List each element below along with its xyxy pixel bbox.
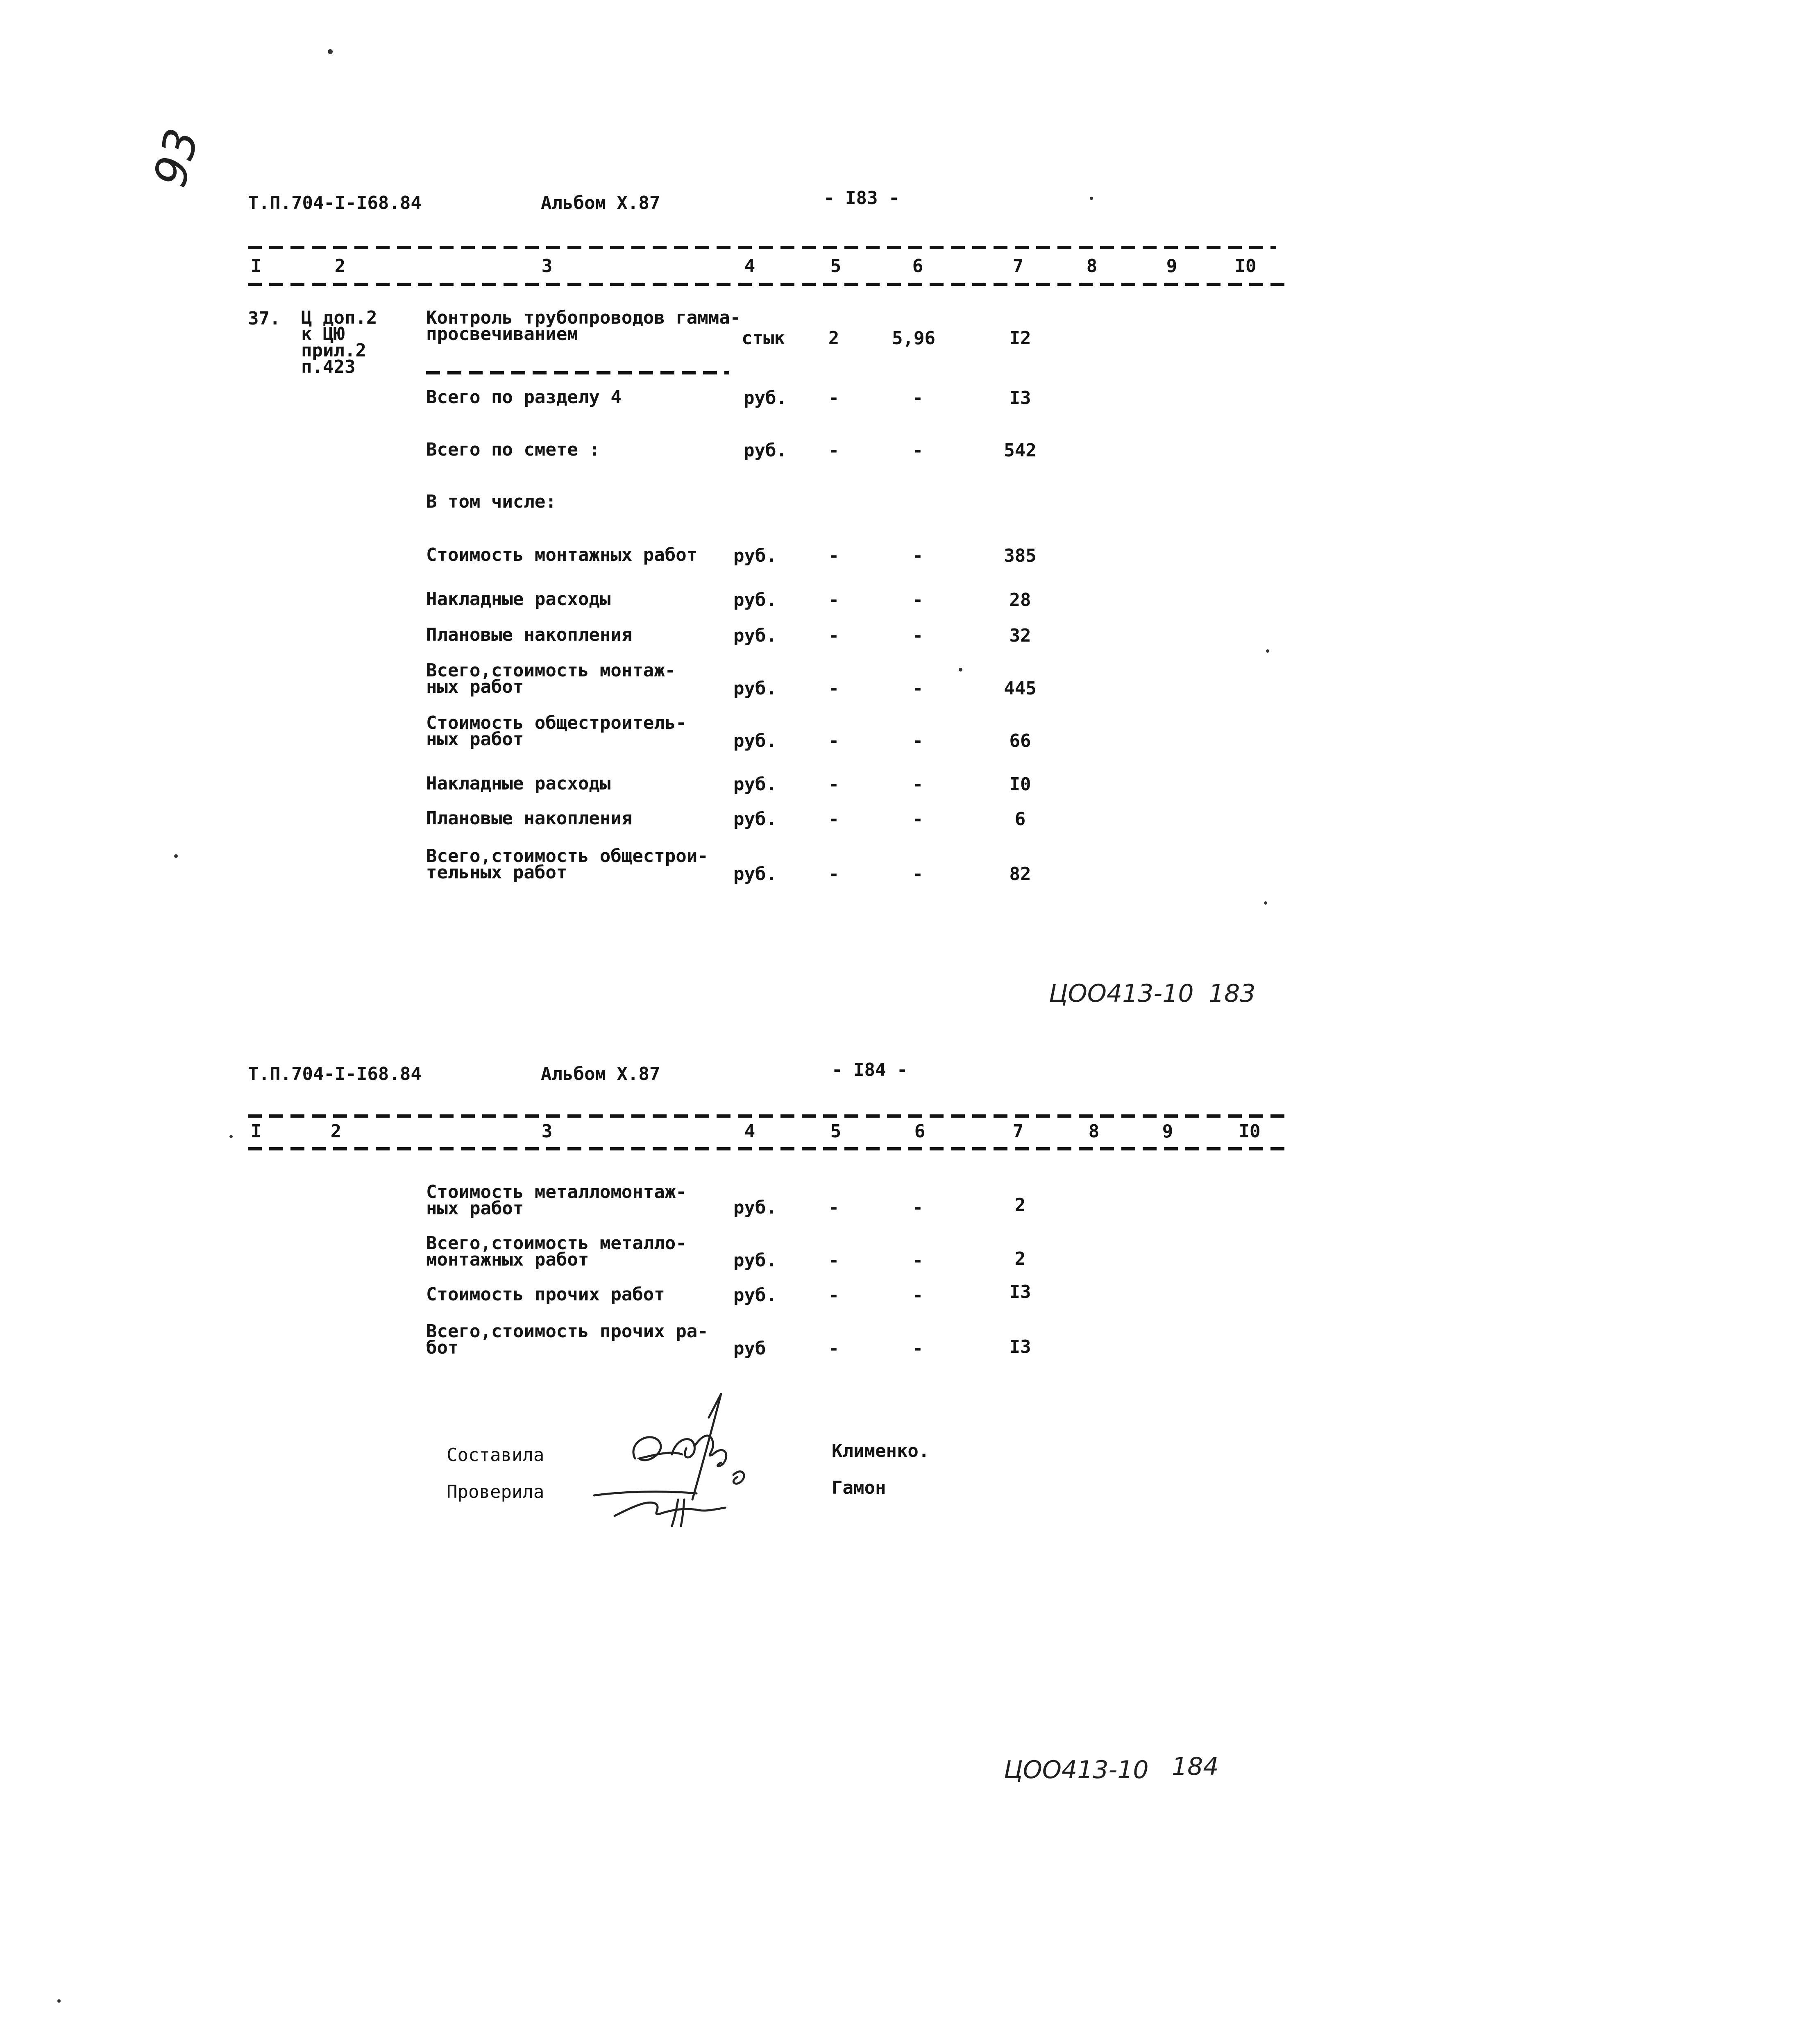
summary-row (0, 712, 1799, 752)
summary-row (0, 439, 1799, 466)
scan-speck (1266, 649, 1269, 653)
col-header-6: 6 (912, 256, 923, 277)
row-unit: руб (733, 1338, 766, 1359)
row-unit: руб. (733, 625, 777, 646)
scan-speck (959, 668, 962, 672)
row-col5: - (828, 1197, 839, 1218)
col-header-1: I (250, 256, 262, 277)
header-rule-top (248, 246, 1276, 249)
column-header-row (0, 1123, 1799, 1143)
row-label: Стоимость металломонтаж- (426, 1182, 687, 1202)
compiled-label: Составила (447, 1445, 544, 1466)
item-reference-line: Ц доп.2 (301, 307, 377, 328)
row-col5: - (828, 774, 839, 795)
row-label: Стоимость монтажных работ (426, 544, 698, 565)
summary-row (0, 810, 1799, 835)
row-label: монтажных работ (426, 1249, 589, 1270)
item-reference-line: п.423 (301, 356, 356, 377)
row-label: бот (426, 1337, 459, 1358)
row-col7: 28 (1009, 590, 1031, 610)
summary-row (0, 1184, 1799, 1221)
item-reference-line: прил.2 (301, 340, 366, 361)
row-unit: руб. (733, 678, 777, 699)
summary-row (0, 1323, 1799, 1360)
col-header-2: 2 (334, 256, 346, 277)
summary-row (0, 491, 1799, 518)
row-col6: - (912, 625, 923, 646)
header-rule-bottom (248, 283, 1284, 286)
row-label: Всего по разделу 4 (426, 387, 622, 408)
col-header-10: I0 (1239, 1121, 1261, 1142)
col-header-8: 8 (1086, 256, 1098, 277)
doc-code: Т.П.704-I-I68.84 (248, 193, 422, 213)
row-label: Стоимость прочих работ (426, 1284, 665, 1305)
summary-row (0, 1282, 1799, 1311)
row-label: тельных работ (426, 862, 567, 883)
row-label: Всего,стоимость металло- (426, 1233, 687, 1254)
col-header-7: 7 (1012, 256, 1024, 277)
row-col6: - (912, 1338, 923, 1359)
item-reference-line: к ЦЮ (301, 324, 345, 345)
summary-row (0, 773, 1799, 800)
header-rule-bottom (248, 1147, 1284, 1150)
row-col7: I0 (1009, 774, 1031, 795)
summary-row (0, 624, 1799, 651)
row-col7: I3 (1009, 1282, 1031, 1302)
item-quantity: 2 (828, 328, 839, 349)
row-col6: - (912, 678, 923, 699)
doc-code: Т.П.704-I-I68.84 (248, 1064, 422, 1084)
row-col7: 2 (1014, 1195, 1026, 1216)
row-label: ных работ (426, 1198, 524, 1219)
row-col6: - (912, 774, 923, 795)
archive-page-number: 183 (1209, 979, 1256, 1008)
row-label: Накладные расходы (426, 773, 611, 794)
col-header-9: 9 (1166, 256, 1177, 277)
item-description-line: просвечиванием (426, 324, 578, 345)
row-col5: - (828, 590, 839, 610)
row-unit: руб. (733, 809, 777, 830)
row-unit: руб. (744, 388, 787, 408)
row-unit: руб. (733, 545, 777, 566)
row-col6: - (912, 809, 923, 830)
row-unit: руб. (744, 440, 787, 461)
col-header-5: 5 (830, 256, 842, 277)
row-unit: руб. (733, 730, 777, 751)
row-col5: - (828, 730, 839, 751)
checked-label: Проверила (447, 1481, 544, 1502)
row-col5: - (828, 678, 839, 699)
col-header-7: 7 (1012, 1121, 1024, 1142)
row-col5: - (828, 388, 839, 408)
item-description-line: Контроль трубопроводов гамма- (426, 307, 741, 328)
row-unit: руб. (733, 774, 777, 795)
row-unit: руб. (733, 1250, 777, 1271)
row-col6: - (912, 864, 923, 885)
row-col6: - (912, 1285, 923, 1306)
row-label: Стоимость общестроитель- (426, 712, 687, 733)
row-unit: руб. (733, 590, 777, 610)
row-col7: 385 (1004, 545, 1037, 566)
row-label: Всего,стоимость монтаж- (426, 660, 676, 681)
col-header-4: 4 (744, 256, 755, 277)
compiled-name: Клименко. (832, 1441, 930, 1461)
row-col7: 6 (1014, 809, 1026, 830)
row-col5: - (828, 440, 839, 461)
row-col7: 82 (1009, 864, 1031, 885)
row-col7: 542 (1004, 440, 1037, 461)
row-col7: 32 (1009, 625, 1031, 646)
summary-row (0, 1235, 1799, 1272)
row-col6: - (912, 440, 923, 461)
row-col6: - (912, 545, 923, 566)
row-label: Накладные расходы (426, 589, 611, 610)
col-header-8: 8 (1088, 1121, 1100, 1142)
row-unit: руб. (733, 1285, 777, 1306)
section-separator (426, 371, 729, 374)
row-unit: руб. (733, 1197, 777, 1218)
row-label: Всего,стоимость общестрои- (426, 846, 708, 867)
col-header-9: 9 (1162, 1121, 1173, 1142)
row-col6: - (912, 1250, 923, 1271)
row-col7: 2 (1014, 1248, 1026, 1269)
row-label: Плановые накопления (426, 808, 633, 829)
row-unit: руб. (733, 864, 777, 885)
archive-stamp: ЦОО413-10 (1049, 979, 1194, 1008)
row-label: В том числе: (426, 491, 556, 512)
row-col5: - (828, 1250, 839, 1271)
row-col5: - (828, 545, 839, 566)
header-rule-top (248, 1114, 1284, 1118)
col-header-3: 3 (541, 1121, 553, 1142)
summary-row (0, 848, 1799, 885)
checked-name: Гамон (832, 1477, 886, 1498)
scan-speck (1264, 901, 1267, 905)
item-number: 37. (248, 308, 281, 329)
album-label: Альбом X.87 (541, 1064, 660, 1084)
item-total: I2 (1009, 328, 1031, 349)
row-col5: - (828, 809, 839, 830)
page-number: - I84 - (832, 1059, 908, 1080)
col-header-10: I0 (1234, 256, 1257, 277)
col-header-3: 3 (541, 256, 553, 277)
scan-speck (57, 1999, 61, 2003)
summary-row (0, 544, 1799, 572)
row-label: Всего по смете : (426, 439, 600, 460)
scan-speck (229, 1135, 233, 1138)
row-col7: I3 (1009, 1336, 1031, 1357)
handwritten-signature (590, 1393, 762, 1528)
row-label: ных работ (426, 729, 524, 750)
scan-speck (174, 854, 178, 858)
row-col6: - (912, 388, 923, 408)
archive-page-number: 184 (1172, 1752, 1219, 1781)
row-col5: - (828, 1338, 839, 1359)
row-col5: - (828, 864, 839, 885)
album-label: Альбом X.87 (541, 193, 660, 213)
row-col6: - (912, 1197, 923, 1218)
row-col7: I3 (1009, 388, 1031, 408)
margin-handwritten-note: 93 (143, 123, 209, 193)
item-unit: стык (742, 328, 785, 349)
col-header-1: I (250, 1121, 262, 1142)
summary-row (0, 591, 1799, 616)
row-col6: - (912, 590, 923, 610)
summary-row (0, 662, 1799, 699)
column-header-row (0, 257, 1799, 278)
row-col7: 445 (1004, 678, 1037, 699)
row-col5: - (828, 1285, 839, 1306)
row-col6: - (912, 730, 923, 751)
page-number: - I83 - (824, 188, 900, 209)
archive-stamp: ЦОО413-10 (1004, 1756, 1149, 1784)
summary-row (0, 389, 1799, 414)
col-header-6: 6 (914, 1121, 926, 1142)
scan-speck (328, 49, 333, 54)
row-label: Плановые накопления (426, 624, 633, 645)
row-label: Всего,стоимость прочих ра- (426, 1321, 708, 1342)
col-header-2: 2 (330, 1121, 342, 1142)
item-price: 5,96 (892, 328, 935, 349)
row-label: ных работ (426, 676, 524, 697)
scan-speck (1090, 197, 1093, 200)
col-header-5: 5 (830, 1121, 842, 1142)
row-col5: - (828, 625, 839, 646)
col-header-4: 4 (744, 1121, 755, 1142)
row-col7: 66 (1009, 730, 1031, 751)
